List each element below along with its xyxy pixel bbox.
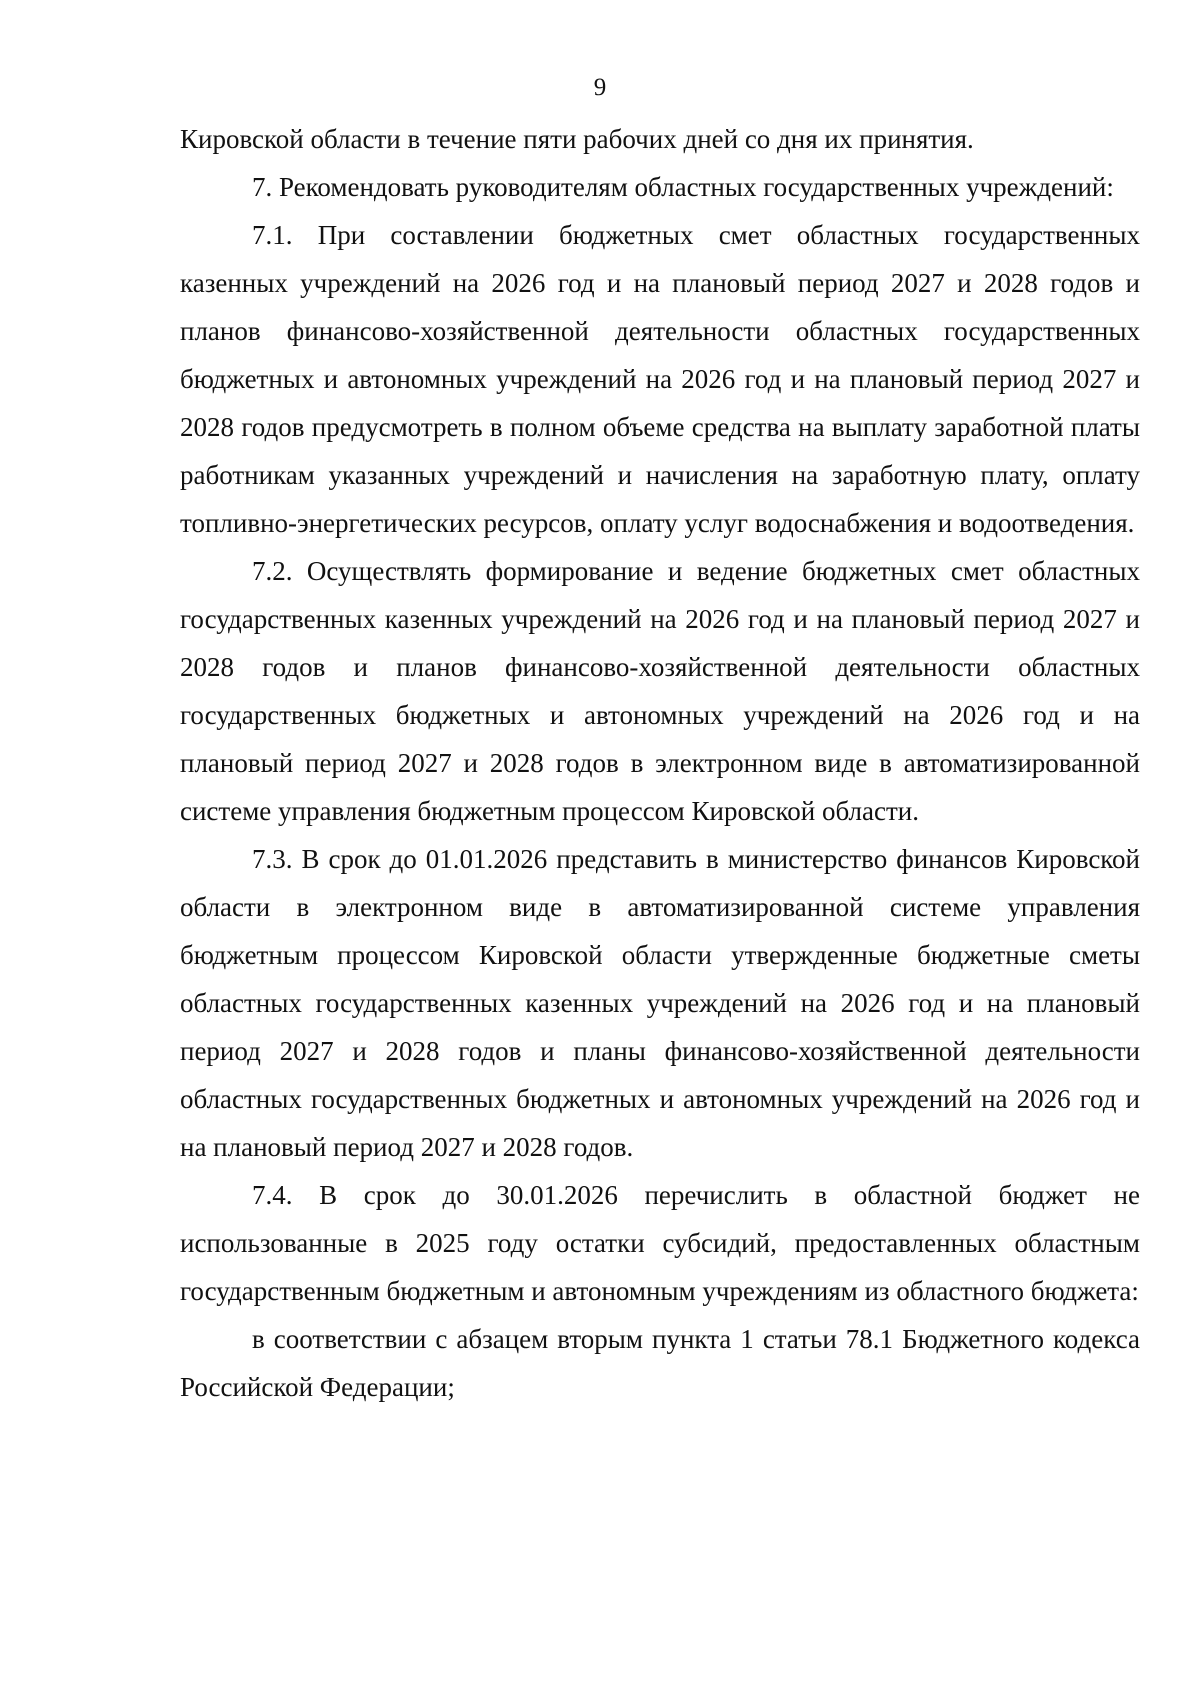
document-body — [180, 115, 1140, 1411]
paragraph-item-7-4: 7.4. В срок до 30.01.2026 перечислить в областной бюджет не использованные в 2025 году остатки субсидий, предоставленных областным государственным бюджетным и автономным учреждениям из областного бюджета: — [180, 1180, 1140, 1306]
paragraph-item-7-1: 7.1. При составлении бюджетных смет областных государственных казенных учреждений на 2026 год и на плановый период 2027 и 2028 годов и планов финансово-хозяйственной деятельности областных государственных бюджетных и автономных учреждений на 2026 год и на плановый период 2027 и 2028 годов предусмотреть в полном объеме средства на выплату заработной платы работникам указанных учреждений и начисления на заработную плату, оплату топливно-энергетических ресурсов, оплату услуг водоснабжения и водоотведения. — [180, 220, 1140, 538]
paragraph-continuation: Кировской области в течение пяти рабочих дней со дня их принятия. — [180, 124, 974, 154]
paragraph-item-7: 7. Рекомендовать руководителям областных государственных учреждений: — [252, 172, 1114, 202]
paragraph-item-7-4-clause: в соответствии с абзацем вторым пункта 1 статьи 78.1 Бюджетного кодекса Российской Федерации; — [180, 1324, 1140, 1402]
paragraph-item-7-3: 7.3. В срок до 01.01.2026 представить в министерство финансов Кировской области в электронном виде в автоматизированной системе управления бюджетным процессом Кировской области утвержденные бюджетные сметы областных государственных казенных учреждений на 2026 год и на плановый период 2027 и 2028 годов и планы финансово-хозяйственной деятельности областных государственных бюджетных и автономных учреждений на 2026 год и на плановый период 2027 и 2028 годов. — [180, 844, 1140, 1162]
paragraph-item-7-2: 7.2. Осуществлять формирование и ведение бюджетных смет областных государственных казенных учреждений на 2026 год и на плановый период 2027 и 2028 годов и планов финансово-хозяйственной деятельности областных государственных бюджетных и автономных учреждений на 2026 год и на плановый период 2027 и 2028 годов в электронном виде в автоматизированной системе управления бюджетным процессом Кировской области. — [180, 556, 1140, 826]
page-number: 9 — [593, 74, 607, 101]
